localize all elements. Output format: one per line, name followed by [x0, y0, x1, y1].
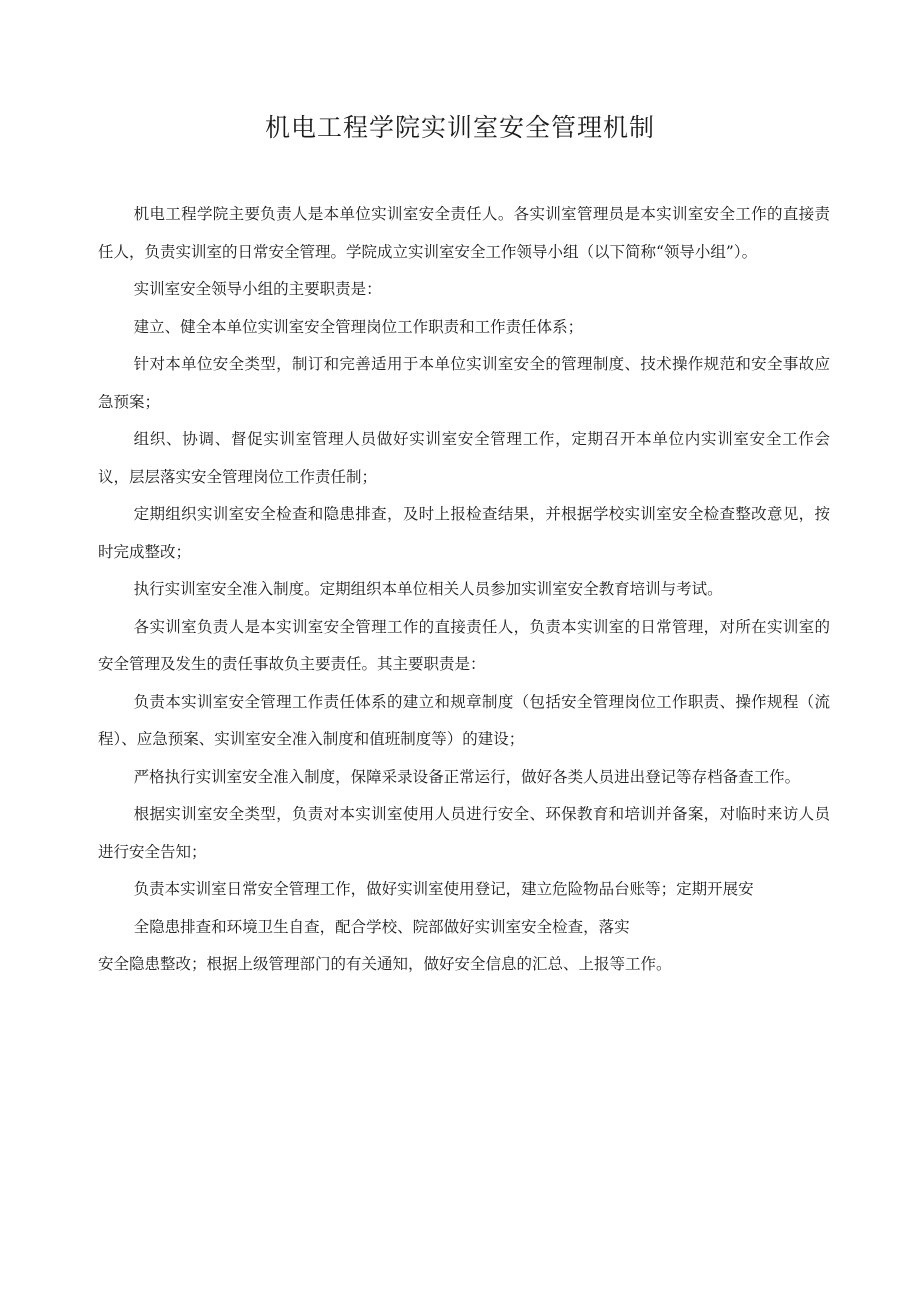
paragraph-duty-organize-coordinate: 组织、协调、督促实训室管理人员做好实训室安全管理工作，定期召开本单位内实训室安全工作会议，层层落实安全管理岗位工作责任制；: [98, 430, 830, 486]
paragraph-duty-establish-system: 建立、健全本单位实训室安全管理岗位工作职责和工作责任体系；: [133, 317, 584, 336]
paragraph-lab-duty-daily-management-end: 安全隐患整改；根据上级管理部门的有关通知，做好安全信息的汇总、上报等工作。: [98, 955, 672, 973]
paragraph-lab-duty-daily-management-cont: 全隐患排查和环境卫生自查，配合学校、院部做好实训室安全检查，落实: [133, 917, 630, 936]
paragraph-duty-formulate-rules: 针对本单位安全类型，制订和完善适用于本单位实训室安全的管理制度、技术操作规范和安全事故应急预案；: [98, 355, 830, 411]
document-body: [98, 196, 830, 984]
paragraph-lab-duty-training: 根据实训室安全类型，负责对本实训室使用人员进行安全、环保教育和培训并备案，对临时来访人员进行安全告知；: [98, 805, 830, 861]
document-title: 机电工程学院实训室安全管理机制: [264, 113, 655, 142]
paragraph-lab-duty-access: 严格执行实训室安全准入制度，保障采录设备正常运行，做好各类人员进出登记等存档备查工作。: [133, 767, 801, 786]
paragraph-duty-inspection: 定期组织实训室安全检查和隐患排查，及时上报检查结果，并根据学校实训室安全检查整改意见，按时完成整改；: [98, 505, 830, 561]
paragraph-responsibility-overview: 机电工程学院主要负责人是本单位实训室安全责任人。各实训室管理员是本实训室安全工作的直接责任人，负责实训室的日常安全管理。学院成立实训室安全工作领导小组（以下简称“领导小组”）。: [98, 205, 830, 261]
paragraph-lab-duty-daily-management: 负责本实训室日常安全管理工作，做好实训室使用登记，建立危险物品台账等；定期开展安: [133, 880, 754, 898]
paragraph-lab-duty-regulations: 负责本实训室安全管理工作责任体系的建立和规章制度（包括安全管理岗位工作职责、操作规程（流程）、应急预案、实训室安全准入制度和值班制度等）的建设；: [98, 692, 830, 748]
paragraph-lab-head-responsibility: 各实训室负责人是本实训室安全管理工作的直接责任人，负责本实训室的日常管理，对所在实训室的安全管理及发生的责任事故负主要责任。其主要职责是：: [98, 617, 830, 673]
paragraph-duty-access-system: 执行实训室安全准入制度。定期组织本单位相关人员参加实训室安全教育培训与考试。: [133, 580, 723, 598]
paragraph-leading-group-duties-intro: 实训室安全领导小组的主要职责是：: [133, 280, 382, 298]
